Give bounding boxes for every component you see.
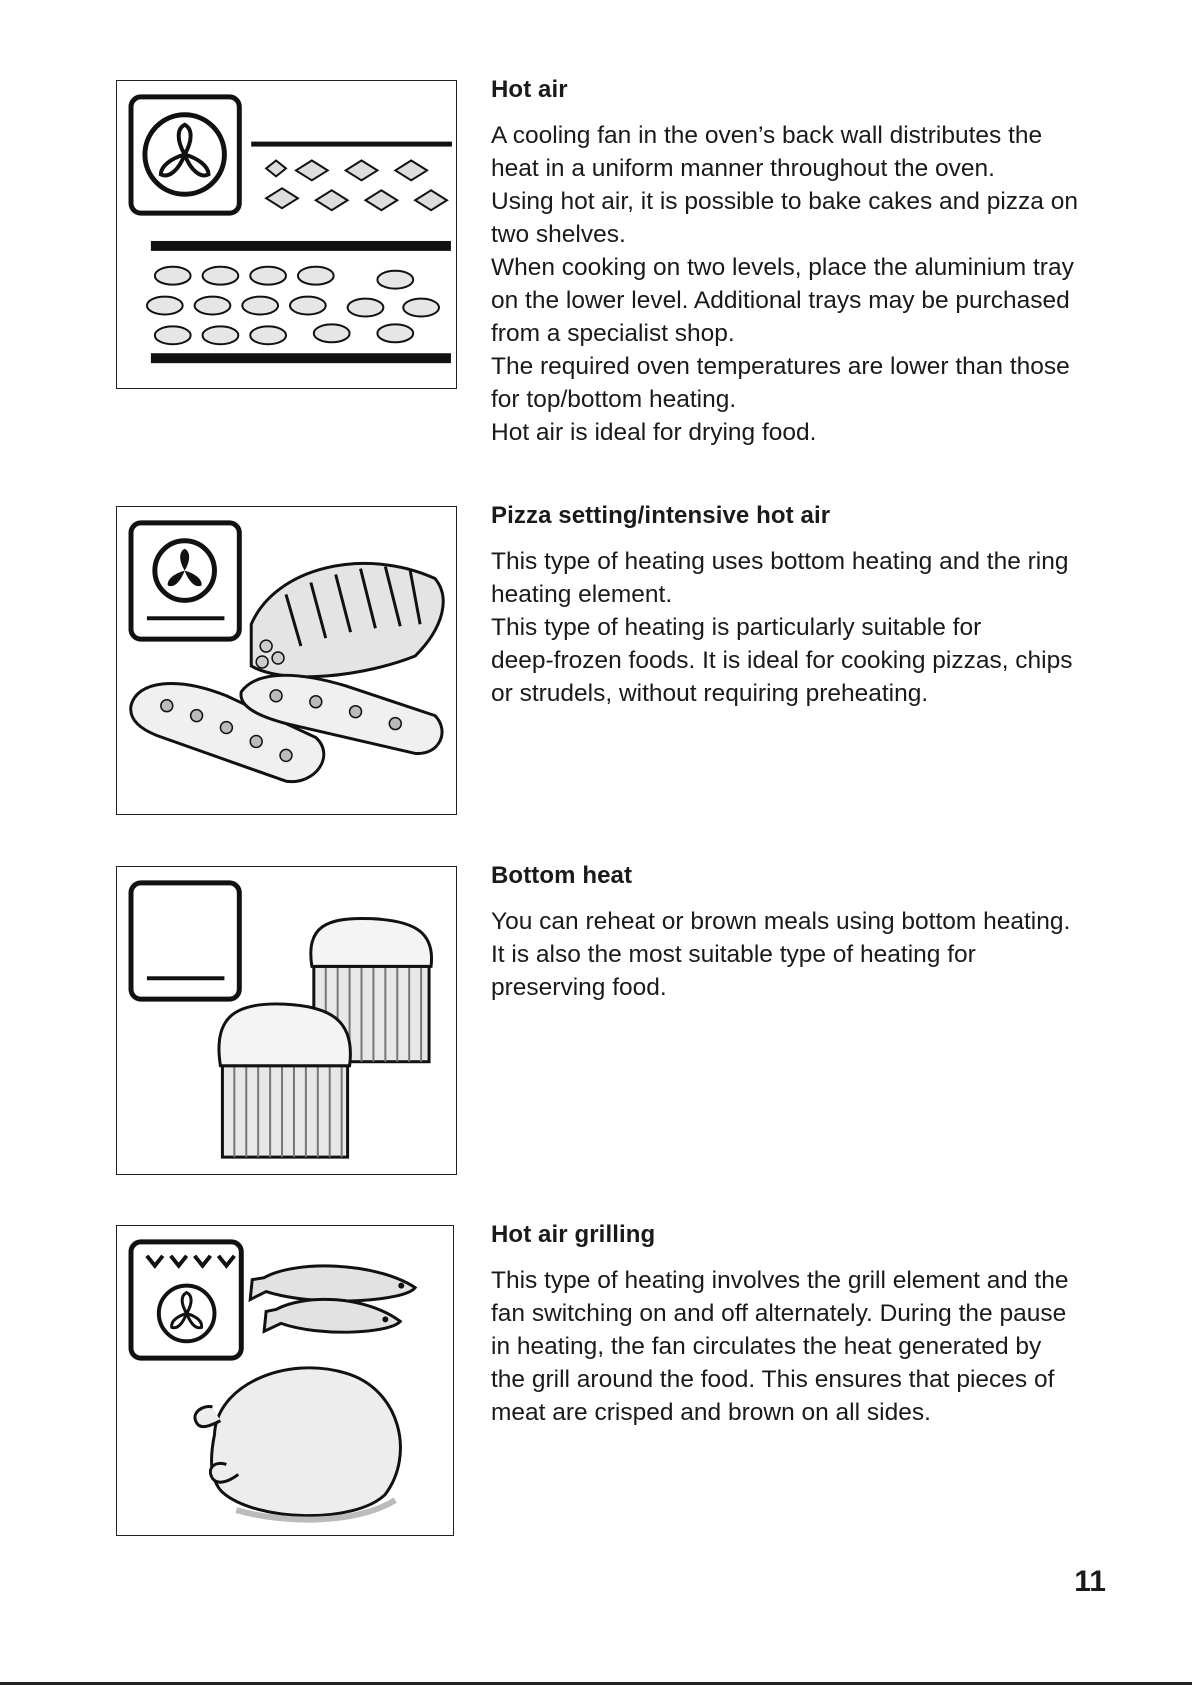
section-title: Hot air grilling <box>491 1221 656 1248</box>
fan-icon <box>131 97 239 213</box>
section-title: Hot air <box>491 76 568 103</box>
section-title: Pizza setting/intensive hot air <box>491 502 831 529</box>
grill-with-fan-icon <box>131 1242 241 1358</box>
souffle-front <box>219 1004 351 1157</box>
bottom-heat-diagram <box>117 867 456 1174</box>
bottom-heat-illustration <box>116 866 457 1175</box>
roast-chicken <box>195 1368 400 1520</box>
hot-air-grilling-diagram <box>117 1226 453 1535</box>
page-number: 11 <box>1074 1565 1106 1598</box>
section-body: This type of heating involves the grill element and the fan switching on and off alternately. During the pause in heating, the fan circulates the heat generated by the grill around the food. This ensures that pieces of meat are crisped and brown on all sides. <box>491 1267 1069 1426</box>
pizza-setting-illustration <box>116 506 457 815</box>
fan-with-bottom-heat-icon <box>131 523 239 639</box>
section-body: A cooling fan in the oven’s back wall distributes the heat in a uniform manner throughout the oven. Using hot air, it is possible to bake cakes and pizza on two shelves. When cooking on two levels, place the aluminium tray on the lower level. Additional trays may be purchased from a specialist shop. The required oven temperatures are lower than those for top/bottom heating. Hot air is ideal for drying food. <box>491 122 1078 446</box>
section-body: This type of heating uses bottom heating and the ring heating element. This type of heating is particularly suitable for deep-frozen foods. It is ideal for cooking pizzas, chips or strudels, without requiring preheating. <box>491 548 1073 707</box>
pizza-setting-diagram <box>117 507 456 814</box>
lower-shelf-biscuits <box>147 267 451 363</box>
hot-air-illustration <box>116 80 457 389</box>
hot-air-diagram <box>117 81 456 388</box>
fish <box>250 1266 415 1332</box>
pizza-baguettes <box>131 675 442 781</box>
pizza-setting-text <box>491 502 1116 710</box>
section-body: You can reheat or brown meals using bottom heating. It is also the most suitable type of heating for preserving food. <box>491 908 1071 1001</box>
bottom-heat-icon <box>131 883 239 999</box>
section-title: Bottom heat <box>491 862 633 889</box>
hot-air-grilling-text <box>491 1221 1116 1429</box>
strudel <box>251 563 443 676</box>
bottom-heat-text <box>491 862 1116 1004</box>
hot-air-text <box>491 76 1116 449</box>
hot-air-grilling-illustration <box>116 1225 454 1536</box>
